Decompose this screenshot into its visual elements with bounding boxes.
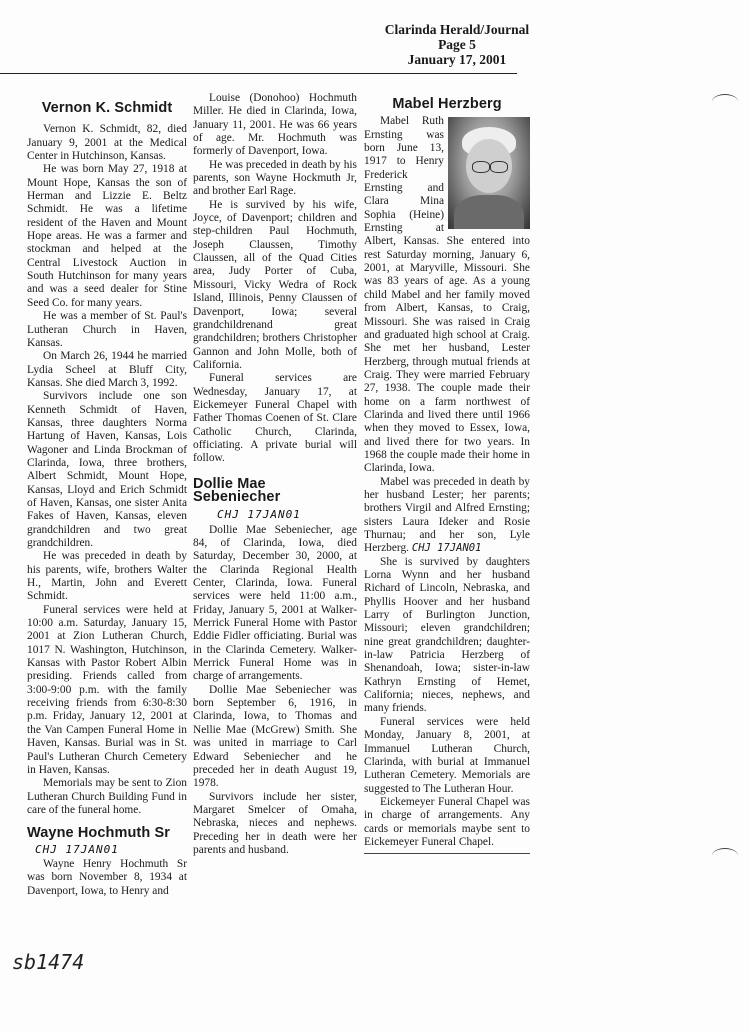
page-curl-mark — [712, 848, 738, 863]
portrait-photo — [448, 117, 530, 229]
obituary-paragraph: He was preceded in death by his parents, son Wayne Hockmuth Jr, and brother Earl Rage. — [193, 158, 357, 198]
top-rule — [0, 73, 517, 74]
obituary-paragraph: Survivors include her sister, Margaret Smelcer of Omaha, Nebraska, nieces and nephews. Preceding her in death were her parents and husband. — [193, 790, 357, 856]
obituary-paragraph: Louise (Donohoo) Hochmuth Miller. He died in Clarinda, Iowa, January 11, 2001. He was 66 years of age. Mr. Hochmuth was formerly of Davenport, Iowa. — [193, 92, 357, 158]
obituary-paragraph: He was born May 27, 1918 at Mount Hope, Kansas the son of Herman and Lizzie E. Beltz Schmidt. He was a lifetime resident of the Haven and Mount Hope areas. He was a farmer and stockman and helped at the Central Livestock Auction in South Hutchinson for many years and was a seed dealer for Stine Seed Co. for many years. — [27, 163, 187, 309]
obituary-paragraph: Wayne Henry Hochmuth Sr was born November 8, 1934 at Davenport, Iowa, to Henry and — [27, 857, 187, 897]
obituary-paragraph: Funeral services were held at 10:00 a.m. Saturday, January 15, 2001 at Zion Lutheran Church, 1017 N. Washington, Hutchinson, Kansas with Pastor Robert Albin presiding. Friends called from 3:00-9:00 p.m. with the family receiving friends from 6:30-8:30 p.m. Friday, January 12, 2001 at the Van Campen Funeral Home in Haven, Kansas. Burial was in St. Paul's Lutheran Church Cemetery in Haven, Kansas. — [27, 603, 187, 776]
handwritten-annotation: CHJ 17JAN01 — [35, 842, 119, 856]
obituary-text: Mabel was preceded in death by her husband Lester; her parents; brothers Virgil and Alfred Ernsting; sisters Laura Ideker and Rosie Thurnau; and her son, Lyle Herzberg. — [364, 475, 530, 555]
page-curl-mark — [712, 94, 738, 109]
obituary-heading-schmidt: Vernon K. Schmidt — [41, 100, 173, 116]
obituary-paragraph: Funeral services are Wednesday, January 17, at Eickemeyer Funeral Chapel with Father Thomas Coenen of St. Clare Catholic Church, Clarinda, officiating. A private burial will follow. — [193, 372, 357, 465]
obituary-paragraph: He was a member of St. Paul's Lutheran Church in Haven, Kansas. — [27, 310, 187, 349]
obituary-paragraph: Vernon K. Schmidt, 82, died January 9, 2001 at the Medical Center in Hutchinson, Kansas. — [27, 123, 187, 163]
obituary-paragraph: Eickemeyer Funeral Chapel was in charge of arrangements. Any cards or memorials maybe sent to Eickemeyer Funeral Chapel. — [364, 795, 530, 848]
obituary-paragraph: Mabel Ruth Ernsting was born June 13, 1917 to Henry Frederick Ernsting and Clara Mina Sophia (Heine) Ernsting at Albert, Kansas. She entered into rest Saturday morning, January 6, 2001, at Maryville, Missouri. She was 83 years of age. As a young child Mabel and her family moved from Albert, Kansas, to Craig, Missouri. She was raised in Craig and graduated high school at Craig. She met her husband, Lester Herzberg, through mutual friends at Craig. They were married February 27, 1938. The couple made their home on a farm northwest of Clarinda and lived there until 1966 when they moved to Essex, Iowa, and lived there for two years. In 1968 the couple made their home in Clarinda, Iowa. — [364, 115, 530, 475]
obituary-paragraph: Memorials may be sent to Zion Lutheran Church Building Fund in care of the funeral home. — [27, 777, 187, 816]
obituary-paragraph: Dollie Mae Sebeniecher was born September 6, 1916, in Clarinda, Iowa, to Thomas and Nellie Mae (McGrew) Smith. She was united in marriage to Carl Edward Sebeniecher and he preceded her in death August 19, 1978. — [193, 683, 357, 790]
publication-date: January 17, 2001 — [407, 52, 507, 67]
scrapbook-number: sb1474 — [12, 950, 85, 974]
handwritten-annotation: CHJ 17JAN01 — [411, 542, 482, 555]
obituary-paragraph: She is survived by daughters Lorna Wynn and her husband Richard of Lincoln, Nebraska, and Phyllis Hoover and her husband Larry of Burlington Junction, Missouri; eleven grandchildren; nine great grandchildren; daughter-in-law Patricia Herzberg of Shenandoah, Iowa; sister-in-law Kathryn Ernsting of Hemet, California; nieces, nephews, and many friends. — [364, 555, 530, 715]
obituary-paragraph — [364, 476, 530, 556]
obituary-paragraph: Dollie Mae Sebeniecher, age 84, of Clarinda, Iowa, died Saturday, December 30, 2000, at the Clarinda Regional Health Center, Clarinda, Iowa. Funeral services were held 11:00 a.m., Friday, January 5, 2001 at Walker-Merrick Funeral Home with Pastor Eddie Fidler officiating. Burial was in the Clarinda Cemetery. Walker-Merrick Funeral Home was in charge of arrangements. — [193, 523, 357, 683]
page-number: Page 5 — [438, 37, 476, 52]
obituary-heading-hochmuth: Wayne Hochmuth Sr — [27, 825, 170, 842]
obituary-paragraph: He was preceded in death by his parents, wife, brothers Walter H., Martin, John and Everett Schmidt. — [27, 550, 187, 603]
column-3 — [364, 92, 530, 849]
column-1 — [27, 92, 187, 898]
publication-name: Clarinda Herald/Journal — [384, 22, 530, 37]
obituary-paragraph: He is survived by his wife, Joyce, of Davenport; children and step-children Paul Hochmuth, Joseph Claussen, Timothy Claussen, all of the Quad Cities area, Judy Porter of Cuba, Missouri, Vicky Wedra of Rock Island, Illinois, Penny Claussen of Davenport, Iowa; several grandchildrenand great grandchildren; brothers Christopher Gannon and John Molle, both of California. — [193, 198, 357, 371]
bottom-rule — [364, 853, 530, 854]
obituary-heading-sebeniecher: Dollie Mae Sebeniecher — [193, 475, 281, 505]
handwritten-annotation: CHJ 17JAN01 — [217, 508, 301, 522]
obituary-paragraph: Survivors include one son Kenneth Schmidt of Haven, Kansas, three daughters Norma Hartung of Haven, Kansas, Lois Wagoner and Linda Brockman of Clarinda, Iowa, three brothers, Albert Schmidt, Mount Hope, Kansas, Lloyd and Erich Schmidt of Haven, Kansas, one sister Anita Fakes of Haven, Kansas, eleven grandchildren and two great grandchildren. — [27, 390, 187, 549]
obituary-heading-herzberg: Mabel Herzberg — [392, 96, 502, 112]
column-2 — [193, 92, 357, 857]
obituary-paragraph: On March 26, 1944 he married Lydia Scheel at Bluff City, Kansas. She died March 3, 1992. — [27, 350, 187, 389]
obituary-paragraph: Funeral services were held Monday, January 8, 2001, at Immanuel Lutheran Church, Clarinda, with burial at Immanuel Lutheran Cemetery. Memorials are suggested to The Lutheran Hour. — [364, 715, 530, 795]
masthead — [372, 22, 542, 67]
